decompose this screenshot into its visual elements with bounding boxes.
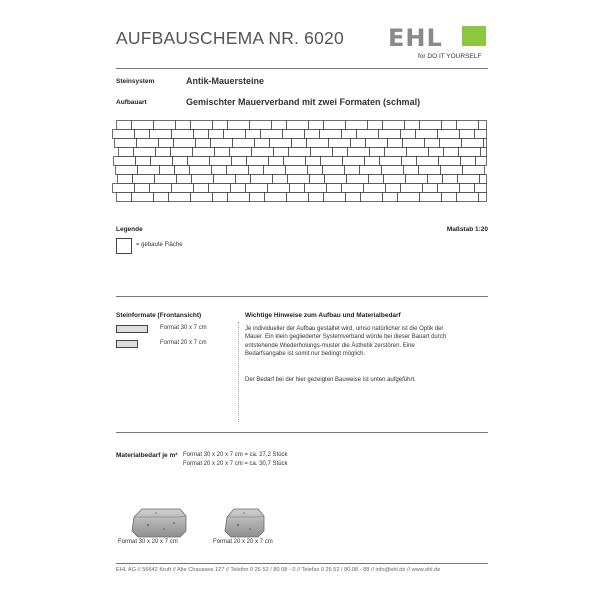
aufbauart-label: Aufbauart [116, 99, 147, 106]
wall-brick [265, 193, 287, 202]
wall-brick [132, 193, 154, 202]
wall-brick [417, 157, 439, 166]
wall-brick [443, 175, 458, 184]
stone-30x20-image [128, 505, 188, 539]
wall-brick [287, 121, 309, 130]
wall-brick [429, 148, 444, 157]
wall-brick [115, 139, 137, 148]
logo-green-square [462, 26, 486, 46]
wall-brick [323, 166, 345, 175]
wall-brick [172, 130, 194, 139]
wall-brick [209, 184, 231, 193]
wall-brick [370, 148, 385, 157]
wall-brick [401, 130, 416, 139]
wall-brick [273, 175, 288, 184]
wall-brick [172, 184, 194, 193]
logo-text: EHL [388, 24, 443, 52]
wall-brick [325, 175, 347, 184]
wall-brick [227, 166, 249, 175]
wall-brick [383, 193, 398, 202]
wall-brick [287, 193, 309, 202]
wall-brick [118, 175, 133, 184]
wall-brick [272, 121, 287, 130]
wall-brick [231, 184, 246, 193]
wall-pattern-diagram [112, 118, 488, 202]
logo-tagline: for DO IT YOURSELF [418, 53, 482, 60]
wall-brick [190, 166, 212, 175]
wall-brick [484, 139, 487, 148]
wall-brick [346, 193, 361, 202]
wall-brick [150, 184, 172, 193]
wall-brick [255, 139, 270, 148]
wall-brick [117, 193, 132, 202]
hinweise-title: Wichtige Hinweise zum Aufbau und Materialbedarf [245, 312, 401, 319]
wall-brick [135, 130, 150, 139]
wall-brick [159, 139, 174, 148]
wall-brick [132, 121, 154, 130]
wall-brick [191, 121, 213, 130]
wall-brick [428, 175, 443, 184]
wall-brick [175, 166, 190, 175]
wall-brick [214, 175, 236, 184]
wall-brick [290, 184, 305, 193]
wall-brick [176, 121, 191, 130]
wall-brick [154, 193, 169, 202]
wall-brick [348, 148, 370, 157]
wall-brick [385, 148, 407, 157]
wall-brick [286, 166, 308, 175]
legend-label: Legende [116, 226, 143, 233]
wall-brick [361, 193, 383, 202]
wall-brick [320, 130, 342, 139]
wall-brick [236, 175, 251, 184]
wall-brick [416, 130, 438, 139]
materialbedarf-line-2: Format 20 x 20 x 7 cm = ca. 30,7 Stück [183, 461, 288, 467]
wall-brick [274, 148, 289, 157]
wall-brick [156, 148, 171, 157]
wall-brick [479, 193, 487, 202]
wall-brick [366, 139, 388, 148]
wall-brick [249, 166, 264, 175]
wall-brick [232, 157, 247, 166]
wall-brick [194, 130, 209, 139]
stone-20x20-image [222, 505, 266, 539]
wall-brick [342, 184, 364, 193]
page-title: AUFBAUSCHEMA NR. 6020 [116, 28, 344, 48]
wall-brick [233, 139, 255, 148]
format-30-label: Format 30 x 7 cm [160, 325, 207, 331]
wall-brick [284, 157, 306, 166]
wall-brick [283, 130, 305, 139]
wall-brick [438, 184, 460, 193]
format-20-swatch [116, 340, 138, 348]
wall-brick [171, 148, 193, 157]
wall-brick [250, 121, 272, 130]
wall-brick [384, 175, 406, 184]
section-divider [116, 296, 488, 297]
wall-brick [119, 148, 134, 157]
wall-brick [442, 121, 457, 130]
wall-brick [196, 139, 211, 148]
wall-brick [151, 157, 173, 166]
wall-brick [160, 166, 175, 175]
wall-brick [479, 121, 487, 130]
wall-brick [441, 166, 463, 175]
wall-brick [308, 166, 323, 175]
wall-brick [360, 166, 382, 175]
wall-brick [193, 148, 215, 157]
wall-brick [346, 121, 368, 130]
wall-brick [251, 175, 273, 184]
format-20-label: Format 20 x 7 cm [160, 340, 207, 346]
wall-brick [380, 157, 402, 166]
wall-brick [305, 184, 327, 193]
wall-brick [174, 139, 196, 148]
wall-brick [135, 184, 150, 193]
materialbedarf-label: Materialbedarf je m² [116, 452, 178, 459]
wall-brick [442, 193, 457, 202]
wall-brick [368, 121, 383, 130]
wall-brick [191, 193, 213, 202]
aufbauart-value: Gemischter Mauerverband mit zwei Formaten (schmal) [186, 97, 421, 107]
wall-brick [211, 139, 233, 148]
wall-brick [117, 121, 132, 130]
wall-brick [457, 121, 479, 130]
wall-brick [404, 166, 419, 175]
header-divider [116, 68, 488, 69]
wall-brick [309, 121, 324, 130]
wall-brick [173, 157, 188, 166]
wall-brick [343, 157, 365, 166]
wall-brick [228, 121, 250, 130]
wall-brick [230, 148, 252, 157]
wall-brick [288, 175, 310, 184]
wall-brick [405, 121, 420, 130]
steinsystem-value: Antik-Mauersteine [186, 76, 265, 86]
wall-brick [116, 166, 138, 175]
wall-brick [386, 184, 401, 193]
wall-brick [228, 193, 250, 202]
wall-brick [419, 166, 441, 175]
wall-brick [292, 139, 307, 148]
wall-brick [357, 130, 379, 139]
wall-brick [333, 148, 348, 157]
wall-brick [457, 193, 479, 202]
ehl-logo [388, 24, 488, 64]
wall-brick [420, 121, 442, 130]
wall-brick [138, 166, 160, 175]
wall-brick [460, 184, 475, 193]
wall-brick [306, 157, 321, 166]
wall-brick [423, 184, 438, 193]
wall-brick [246, 130, 261, 139]
wall-brick [321, 157, 343, 166]
wall-brick [215, 148, 230, 157]
wall-brick [439, 157, 461, 166]
wall-brick [264, 166, 286, 175]
wall-brick [351, 139, 366, 148]
wall-brick [462, 139, 484, 148]
wall-brick [388, 139, 403, 148]
wall-brick [463, 166, 485, 175]
wall-brick [425, 139, 440, 148]
wall-brick [382, 166, 404, 175]
wall-brick [311, 148, 333, 157]
wall-brick [475, 184, 487, 193]
wall-brick [327, 184, 342, 193]
wall-brick [194, 184, 209, 193]
wall-brick [440, 139, 462, 148]
wall-brick [407, 148, 429, 157]
material-divider [116, 432, 488, 433]
wall-brick [269, 157, 284, 166]
wall-brick [261, 130, 283, 139]
product-label-30x20: Format 30 x 20 x 7 cm [118, 539, 178, 545]
wall-brick [154, 121, 176, 130]
wall-brick [461, 157, 476, 166]
wall-brick [270, 139, 292, 148]
hinweise-paragraph-2: Der Bedarf bei der hier gezeigten Bauweise ist unten aufgeführt. [245, 377, 416, 383]
materialbedarf-line-1: Format 30 x 20 x 7 cm = ca. 27,2 Stück [183, 452, 288, 458]
wall-brick [252, 148, 274, 157]
wall-brick [365, 157, 380, 166]
format-30-swatch [116, 325, 148, 333]
product-label-20x20: Format 20 x 20 x 7 cm [213, 539, 273, 545]
legend-swatch [116, 238, 132, 254]
legend-entry: = gebaute Fläche [136, 242, 183, 248]
wall-brick [403, 139, 425, 148]
wall-brick [210, 157, 232, 166]
wall-brick [342, 130, 357, 139]
wall-brick [324, 193, 346, 202]
wall-brick [476, 157, 487, 166]
wall-brick [444, 148, 459, 157]
wall-brick [113, 184, 135, 193]
wall-brick [212, 166, 227, 175]
wall-brick [480, 175, 487, 184]
wall-brick [305, 130, 320, 139]
dotted-guide [238, 322, 239, 422]
wall-brick [224, 130, 246, 139]
wall-brick [133, 175, 155, 184]
wall-brick [324, 121, 346, 130]
wall-brick [268, 184, 290, 193]
wall-brick [309, 193, 324, 202]
wall-brick [250, 193, 265, 202]
wall-brick [369, 175, 384, 184]
wall-brick [460, 130, 475, 139]
wall-brick [192, 175, 214, 184]
wall-brick [136, 157, 151, 166]
wall-brick [113, 130, 135, 139]
scale-label: Maßstab 1:20 [446, 226, 488, 233]
wall-brick [420, 193, 442, 202]
wall-brick [406, 175, 428, 184]
wall-brick [188, 157, 210, 166]
wall-brick [438, 130, 460, 139]
footer-divider [116, 563, 488, 564]
steinformate-label: Steinformate (Frontansicht) [116, 312, 202, 319]
wall-brick [475, 130, 487, 139]
wall-brick [345, 166, 360, 175]
hinweise-paragraph-1: Je individueller der Aufbau gestaltet wird, umso natürlicher ist die Optik der Mauer. Ein klein gegliederter Systemverband würde bei dieser Bauart durch entstehende Wiederholungs-muster die Ästhetik zerstören. Eine Bedarfsangabe ist somit nur bedingt möglich. [245, 326, 447, 358]
wall-brick [114, 157, 136, 166]
wall-brick [347, 175, 369, 184]
wall-brick [398, 193, 420, 202]
wall-brick [134, 148, 156, 157]
wall-brick [459, 148, 481, 157]
wall-brick [155, 175, 177, 184]
wall-brick [247, 157, 269, 166]
wall-brick [246, 184, 268, 193]
wall-brick [307, 139, 329, 148]
wall-brick [209, 130, 224, 139]
wall-brick [481, 148, 487, 157]
wall-brick [137, 139, 159, 148]
wall-brick [458, 175, 480, 184]
wall-brick [401, 184, 423, 193]
wall-brick [383, 121, 405, 130]
wall-brick [177, 175, 192, 184]
wall-brick [289, 148, 311, 157]
wall-brick [329, 139, 351, 148]
wall-brick [213, 121, 228, 130]
steinsystem-label: Steinsystem [116, 78, 155, 85]
footer-contact: EHL AG // 56642 Kruft // Alte Chaussee 127 // Telefon 0 26 52 / 80 08 - 0 // Telefax 0 26 52 / 80 08 - 88 // info@ehl.de // www.ehl.de [116, 567, 441, 573]
wall-brick [169, 193, 191, 202]
wall-brick [402, 157, 417, 166]
wall-brick [150, 130, 172, 139]
wall-brick [213, 193, 228, 202]
wall-brick [379, 130, 401, 139]
wall-brick [310, 175, 325, 184]
wall-brick [364, 184, 386, 193]
